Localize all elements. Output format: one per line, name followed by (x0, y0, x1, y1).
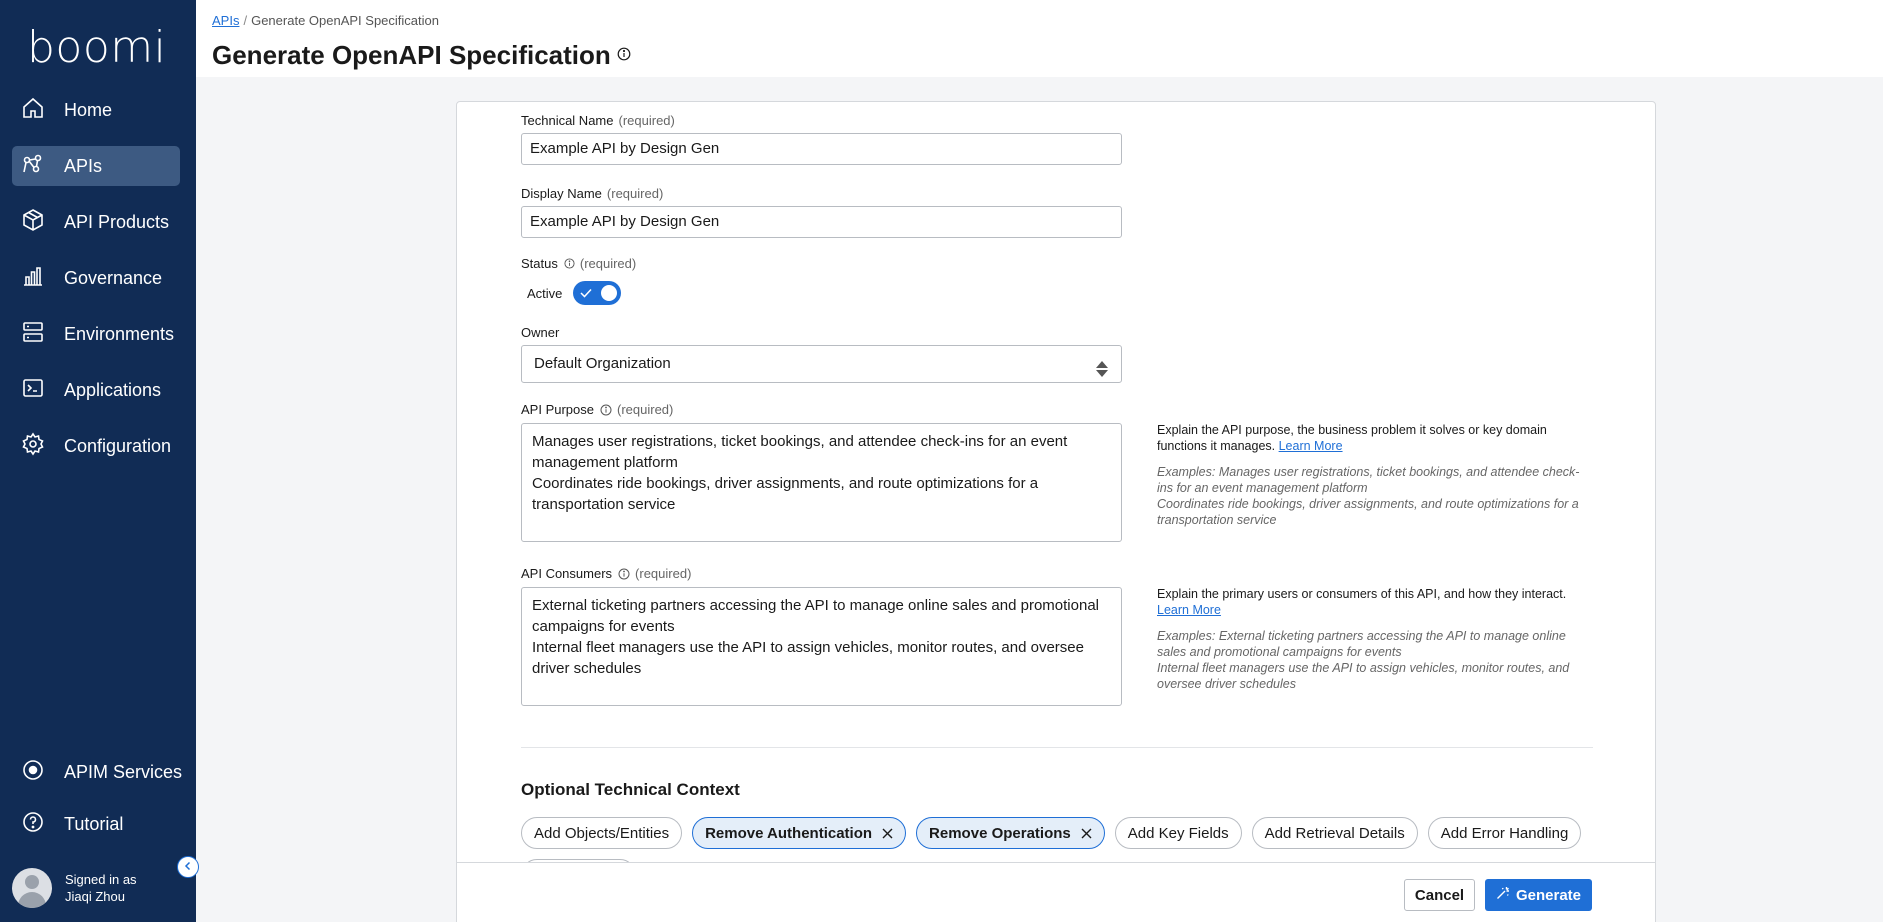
info-icon[interactable] (617, 47, 631, 66)
sidebar-item-tutorial[interactable] (12, 804, 180, 844)
boomi-logo[interactable]: boomi (27, 22, 167, 73)
status-toggle-label: Active (527, 285, 563, 301)
info-icon[interactable] (600, 404, 612, 416)
sidebar-item-configuration[interactable] (12, 426, 180, 466)
status-toggle[interactable] (573, 281, 621, 305)
technical-name-label: Technical Name (required) (521, 113, 675, 128)
sidebar-item-label: APIs (64, 155, 103, 176)
sidebar-item-apim-services[interactable] (12, 752, 183, 792)
owner-label: Owner (521, 325, 560, 340)
bar-chart-icon (21, 264, 45, 293)
status-label: Status (required) (521, 256, 637, 271)
help-circle-icon (21, 810, 45, 839)
cancel-button[interactable]: Cancel (1404, 879, 1475, 911)
sidebar-item-apis[interactable] (12, 146, 180, 186)
services-icon (21, 758, 45, 787)
sidebar-item-environments[interactable] (12, 314, 180, 354)
generate-button[interactable]: Generate (1485, 879, 1592, 911)
sort-arrows-icon (1095, 356, 1109, 392)
chevron-left-icon (183, 858, 193, 876)
sidebar-item-label: Home (64, 99, 113, 120)
status-toggle-row (527, 281, 621, 305)
divider (521, 747, 1593, 748)
sidebar-item-api-products[interactable] (12, 202, 180, 242)
check-icon (579, 286, 593, 303)
home-icon (21, 96, 45, 125)
sidebar-item-label: Configuration (64, 435, 172, 456)
api-purpose-help: Explain the API purpose, the business problem it solves or key domain functions it manages. Learn More Examples: Manages user registrations, ticket bookings, and attendee check-ins for an event management platform Coordinates ride bookings, driver assignments, and route optimizations for a transportation service (1157, 422, 1587, 528)
api-icon (21, 152, 45, 181)
api-purpose-textarea[interactable]: Manages user registrations, ticket bookings, and attendee check-ins for an event management platform Coordinates ride bookings, driver assignments, and route optimizations for a transportation service (521, 423, 1122, 542)
chip-add-retrieval-details[interactable]: Add Retrieval Details (1252, 817, 1418, 849)
sidebar-item-label: API Products (64, 211, 170, 232)
chip-add-error-handling[interactable]: Add Error Handling (1428, 817, 1582, 849)
server-icon (21, 320, 45, 349)
form-footer (457, 862, 1655, 922)
api-consumers-textarea[interactable]: External ticketing partners accessing the API to manage online sales and promotional campaigns for events Internal fleet managers use the API to assign vehicles, monitor routes, and oversee driver schedules (521, 587, 1122, 706)
signed-in-user[interactable] (12, 868, 137, 908)
chip-remove-authentication[interactable]: Remove Authentication (692, 817, 906, 849)
learn-more-link[interactable]: Learn More (1278, 439, 1343, 453)
api-consumers-help: Explain the primary users or consumers of this API, and how they interact. Learn More Examples: External ticketing partners accessing the API to manage online sales and promotional campaigns for events Internal fleet managers use the API to assign vehicles, monitor routes, and oversee driver schedules (1157, 586, 1587, 692)
breadcrumb-separator: / (243, 13, 248, 28)
info-icon[interactable] (564, 258, 575, 269)
chip-remove-operations[interactable]: Remove Operations (916, 817, 1105, 849)
box-icon (21, 208, 45, 237)
breadcrumb (212, 13, 439, 28)
collapse-sidebar-button[interactable] (177, 856, 199, 878)
display-name-label: Display Name (required) (521, 186, 664, 201)
sidebar-item-label: Tutorial (64, 813, 124, 834)
sidebar-item-label: Applications (64, 379, 162, 400)
form-card (456, 101, 1656, 922)
page-header (196, 0, 1883, 77)
sidebar-item-governance[interactable] (12, 258, 180, 298)
magic-wand-icon (1496, 886, 1516, 904)
info-icon[interactable] (618, 568, 630, 580)
gear-icon (21, 432, 45, 461)
api-consumers-examples: Examples: External ticketing partners accessing the API to manage online sales and promotional campaigns for events Internal fleet managers use the API to assign vehicles, monitor routes, and oversee driver schedules (1157, 629, 1570, 691)
learn-more-link[interactable]: Learn More (1157, 603, 1221, 617)
page-title: Generate OpenAPI Specification (212, 40, 611, 70)
optional-context-title: Optional Technical Context (521, 780, 740, 799)
breadcrumb-link-apis[interactable]: APIs (212, 13, 240, 28)
user-name: Jiaqi Zhou (65, 889, 125, 904)
api-consumers-label: API Consumers (required) (521, 566, 692, 581)
sidebar-item-label: Environments (64, 323, 175, 344)
close-icon[interactable] (1081, 828, 1092, 839)
api-purpose-examples: Examples: Manages user registrations, ticket bookings, and attendee check-ins for an event management platform Coordinates ride bookings, driver assignments, and route optimizations for a transportation service (1157, 465, 1580, 527)
api-purpose-label: API Purpose (required) (521, 402, 674, 417)
chip-add-key-fields[interactable]: Add Key Fields (1115, 817, 1242, 849)
sidebar-item-label: APIM Services (64, 761, 183, 782)
terminal-icon (21, 376, 45, 405)
display-name-input[interactable]: Example API by Design Gen (521, 206, 1122, 238)
owner-select[interactable] (521, 345, 1122, 383)
sidebar-item-label: Governance (64, 267, 163, 288)
avatar (12, 868, 52, 908)
signed-in-label: Signed in as (65, 872, 137, 887)
context-chips (521, 817, 1581, 849)
chip-add-objects[interactable]: Add Objects/Entities (521, 817, 682, 849)
sidebar-item-home[interactable] (12, 90, 180, 130)
technical-name-input[interactable]: Example API by Design Gen (521, 133, 1122, 165)
close-icon[interactable] (882, 828, 893, 839)
owner-select-value: Default Organization (534, 355, 671, 372)
sidebar-item-applications[interactable] (12, 370, 180, 410)
breadcrumb-current: Generate OpenAPI Specification (251, 13, 439, 28)
sidebar (0, 0, 196, 922)
